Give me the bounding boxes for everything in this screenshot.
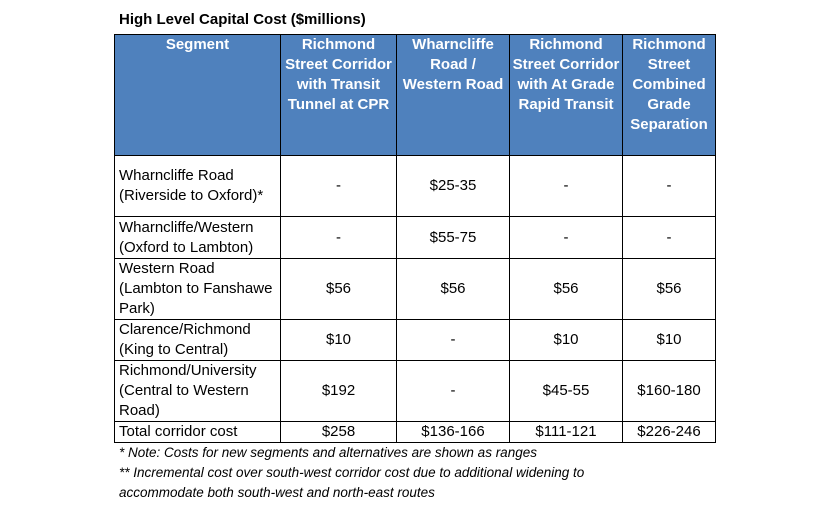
value-cell: $55-75	[397, 217, 510, 259]
column-header-segment: Segment	[115, 35, 281, 156]
segment-cell: Clarence/Richmond (King to Central)	[115, 320, 281, 361]
value-cell: -	[397, 320, 510, 361]
value-cell: $10	[281, 320, 397, 361]
table-row	[115, 259, 716, 320]
value-cell: $25-35	[397, 156, 510, 217]
value-cell: $136-166	[397, 422, 510, 443]
column-header-tunnel: Richmond Street Corridor with Transit Tunnel at CPR	[281, 35, 397, 156]
value-cell: $56	[623, 259, 716, 320]
note-ranges: * Note: Costs for new segments and alternatives are shown as ranges	[119, 445, 537, 460]
value-cell: $111-121	[510, 422, 623, 443]
header-row	[115, 35, 716, 156]
value-cell: -	[623, 217, 716, 259]
value-cell: -	[281, 217, 397, 259]
value-cell: $56	[281, 259, 397, 320]
value-cell: $56	[397, 259, 510, 320]
value-cell: -	[397, 361, 510, 422]
segment-cell: Total corridor cost	[115, 422, 281, 443]
value-cell: $258	[281, 422, 397, 443]
value-cell: -	[623, 156, 716, 217]
table-title: High Level Capital Cost ($millions)	[119, 11, 366, 28]
column-header-wharncliffe-western: Wharncliffe Road / Western Road	[397, 35, 510, 156]
value-cell: -	[510, 217, 623, 259]
column-header-at-grade: Richmond Street Corridor with At Grade Rapid Transit	[510, 35, 623, 156]
value-cell: $192	[281, 361, 397, 422]
value-cell: -	[281, 156, 397, 217]
value-cell: $160-180	[623, 361, 716, 422]
value-cell: $45-55	[510, 361, 623, 422]
table-row	[115, 320, 716, 361]
note-incremental-continued: accommodate both south-west and north-east routes	[119, 485, 435, 500]
capital-cost-table	[114, 34, 716, 443]
table-row	[115, 361, 716, 422]
column-header-combined-grade: Richmond Street Combined Grade Separation	[623, 35, 716, 156]
segment-cell: Richmond/University (Central to Western Road)	[115, 361, 281, 422]
value-cell: $56	[510, 259, 623, 320]
value-cell: $226-246	[623, 422, 716, 443]
note-incremental: ** Incremental cost over south-west corridor cost due to additional widening to	[119, 465, 585, 480]
table-row	[115, 156, 716, 217]
total-row	[115, 422, 716, 443]
segment-cell: Wharncliffe/Western (Oxford to Lambton)	[115, 217, 281, 259]
segment-cell: Western Road (Lambton to Fanshawe Park)	[115, 259, 281, 320]
value-cell: -	[510, 156, 623, 217]
value-cell: $10	[510, 320, 623, 361]
table-notes	[119, 443, 584, 503]
table-row	[115, 217, 716, 259]
segment-cell: Wharncliffe Road (Riverside to Oxford)*	[115, 156, 281, 217]
value-cell: $10	[623, 320, 716, 361]
